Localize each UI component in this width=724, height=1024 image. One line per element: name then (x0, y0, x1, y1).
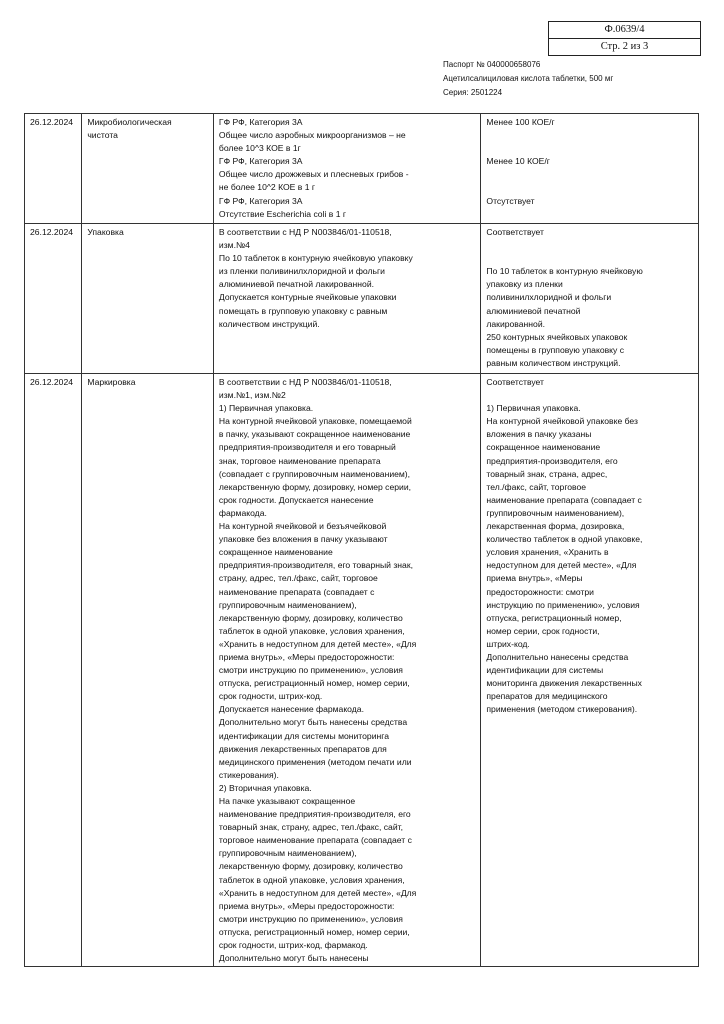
result-line: 250 контурных ячейковых упаковок (486, 331, 628, 342)
result-line (486, 239, 693, 252)
result-line: Соответствует (486, 377, 544, 387)
table-row (25, 114, 699, 224)
requirement-line: Допускается контурные ячейковые упаковки (218, 292, 397, 303)
requirement-line: срок годности. Допускается нанесение (218, 494, 374, 505)
requirement-line: товарный знак, страну, адрес, тел./факс, сайт, (218, 822, 404, 833)
result-line: На контурной ячейковой упаковке без (486, 416, 638, 427)
requirement-line: таблеток в одной упаковке, условия хранения, (218, 625, 405, 636)
requirement-line: ГФ РФ, Категория 3А (218, 195, 303, 206)
result-line: мониторинга движения лекарственных (486, 678, 642, 689)
date-cell (25, 224, 82, 374)
result-cell (481, 374, 699, 967)
requirement-line: лекарственную форму, дозировку, количество (218, 612, 403, 623)
requirement-line: торговое наименование препарата (совпадает с (218, 835, 412, 846)
indicator-name: Микробиологическая (87, 117, 172, 127)
indicator-cell (82, 114, 214, 224)
result-line: товарный знак, страна, адрес, (486, 468, 608, 479)
result-line (486, 168, 693, 181)
requirement-line: идентификации для системы мониторинга (218, 730, 389, 741)
result-line: наименование препарата (совпадает с (486, 494, 642, 505)
result-line: номер серии, срок годности, (486, 625, 600, 636)
requirement-line: (совпадает с группировочным наименованием), (218, 468, 411, 479)
requirement-line: знак, торговое наименование препарата (218, 455, 381, 466)
requirement-line: Дополнительно могут быть нанесены средства (218, 717, 408, 728)
test-date: 26.12.2024 (30, 377, 74, 387)
requirement-line: наименование препарата (совпадает с (218, 586, 375, 597)
requirement-line: медицинского применения (методом печати или (218, 756, 412, 767)
result-line: Дополнительно нанесены средства (486, 651, 629, 662)
result-line: применения (методом стикерования). (486, 704, 638, 715)
result-line: группировочным наименованием), (486, 507, 625, 518)
requirement-line: лекарственную форму, дозировку, номер серии, (218, 481, 412, 492)
indicator-name: чистота (87, 130, 118, 141)
requirement-line: Общее число аэробных микроорганизмов – не (218, 130, 406, 141)
requirement-line: предприятия-производителя, его товарный знак, (218, 560, 413, 571)
result-line (486, 129, 693, 142)
indicator-name: Упаковка (87, 227, 124, 237)
requirement-line: На пачке указывают сокращенное (218, 796, 356, 806)
requirement-line: страну, адрес, тел./факс, сайт, торговое (218, 573, 378, 584)
result-line: препаратов для медицинского (486, 691, 608, 702)
requirement-line: На контурной ячейковой упаковке, помещаемой (218, 416, 412, 427)
result-line: лекарственная форма, дозировка, (486, 521, 625, 532)
date-cell (25, 114, 82, 224)
requirement-line: ГФ РФ, Категория 3А (218, 117, 303, 127)
result-line (486, 181, 693, 194)
result-line: Отсутствует (486, 195, 535, 206)
requirement-line: наименование предприятия-производителя, его (218, 809, 411, 820)
requirement-cell (213, 224, 480, 374)
indicator-name: Маркировка (87, 377, 136, 387)
page-number: Стр. 2 из 3 (549, 38, 700, 55)
requirement-line: ГФ РФ, Категория 3А (218, 156, 303, 167)
requirement-line: смотри инструкцию по применению», условия (218, 665, 403, 676)
indicator-cell (82, 374, 214, 967)
result-line: Менее 100 КОЕ/г (486, 117, 555, 127)
result-line (486, 389, 693, 402)
result-line: Менее 10 КОЕ/г (486, 156, 550, 167)
requirement-line: в пачку, указывают сокращенное наименование (218, 429, 411, 440)
requirement-line: лекарственную форму, дозировку, количество (218, 861, 403, 872)
result-line: вложения в пачку указаны (486, 429, 592, 440)
requirement-line: В соответствии с НД Р N003846/01-110518, (218, 227, 392, 237)
requirement-line: На контурной ячейковой и безъячейковой (218, 521, 387, 532)
product-name: Ацетилсалициловая кислота таблетки, 500 мг (443, 74, 614, 83)
requirement-line: фармакода. (218, 507, 267, 518)
form-code-box (548, 21, 701, 56)
table-row (25, 374, 699, 967)
result-line: упаковку из пленки (486, 279, 563, 290)
requirement-line: «Хранить в недоступном для детей месте», «Для (218, 887, 417, 898)
result-line: По 10 таблеток в контурную ячейковую (486, 266, 643, 277)
result-line: инструкцию по применению», условия (486, 599, 640, 610)
requirement-line: стикерования). (218, 769, 279, 780)
table-row (25, 224, 699, 374)
indicator-cell (82, 224, 214, 374)
requirement-line: приема внутрь», «Меры предосторожности: (218, 651, 395, 662)
requirement-line: отпуска, регистрационный номер, номер серии, (218, 926, 410, 937)
result-line: количество таблеток в одной упаковке, (486, 534, 643, 545)
requirement-line: таблеток в одной упаковке, условия хранения, (218, 874, 405, 885)
requirement-line: изм.№4 (218, 240, 250, 251)
requirement-line: отпуска, регистрационный номер, номер серии, (218, 678, 410, 689)
requirement-line: движения лекарственных препаратов для (218, 743, 387, 754)
form-code: Ф.0639/4 (604, 24, 645, 35)
passport-header (443, 58, 613, 100)
requirement-line: предприятия-производителя и его товарный (218, 442, 396, 453)
requirement-line: 2) Вторичная упаковка. (218, 782, 312, 793)
requirement-line: Отсутствие Escherichia coli в 1 г (218, 208, 346, 219)
batch-number: Серия: 2501224 (443, 88, 503, 97)
result-line: штрих-код. (486, 638, 530, 649)
requirement-line: Общее число дрожжевых и плесневых грибов - (218, 169, 409, 180)
result-line: отпуска, регистрационный номер, (486, 612, 622, 623)
requirement-line: смотри инструкцию по применению», условия (218, 913, 403, 924)
result-line: недоступном для детей месте», «Для (486, 560, 637, 571)
result-line (486, 252, 693, 265)
requirement-line: группировочным наименованием), (218, 848, 357, 859)
requirement-line: не более 10^2 КОЕ в 1 г (218, 182, 316, 193)
result-line: тел./факс, сайт, торговое (486, 481, 587, 492)
requirement-line: Допускается нанесение фармакода. (218, 704, 364, 715)
date-cell (25, 374, 82, 967)
result-line: 1) Первичная упаковка. (486, 403, 581, 414)
requirement-line: срок годности, штрих-код. (218, 691, 323, 702)
requirement-line: помещать в групповую упаковку с равным (218, 305, 388, 316)
result-cell (481, 224, 699, 374)
requirement-line: приема внутрь», «Меры предосторожности: (218, 900, 395, 911)
requirement-line: изм.№1, изм.№2 (218, 390, 286, 401)
requirement-line: 1) Первичная упаковка. (218, 403, 314, 414)
requirement-line: упаковке без вложения в пачку указывают (218, 534, 388, 545)
requirement-line: группировочным наименованием), (218, 599, 357, 610)
result-cell (481, 114, 699, 224)
result-line: помещены в групповую упаковку с (486, 344, 625, 355)
result-line: Соответствует (486, 227, 544, 237)
requirement-line: По 10 таблеток в контурную ячейковую упаковку (218, 253, 413, 264)
requirement-line: Дополнительно могут быть нанесены (218, 953, 369, 964)
result-line: поливинилхлоридной и фольги (486, 292, 612, 303)
result-line (486, 142, 693, 155)
requirement-line: из пленки поливинилхлоридной и фольги (218, 266, 385, 277)
requirement-cell (213, 374, 480, 967)
test-results-table (24, 113, 699, 967)
result-line: приема внутрь», «Меры (486, 573, 583, 584)
table-body (25, 114, 699, 967)
requirement-line: количеством инструкций. (218, 318, 320, 329)
test-date: 26.12.2024 (30, 117, 74, 127)
requirement-line: алюминиевой печатной лакированной. (218, 279, 375, 290)
result-line: идентификации для системы (486, 665, 604, 676)
test-date: 26.12.2024 (30, 227, 74, 237)
passport-number: Паспорт № 040000658076 (443, 60, 541, 69)
requirement-line: В соответствии с НД Р N003846/01-110518, (218, 377, 392, 387)
result-line: условия хранения, «Хранить в (486, 547, 609, 558)
requirement-line: «Хранить в недоступном для детей месте», «Для (218, 638, 417, 649)
result-line: лакированной. (486, 318, 546, 329)
result-line: равным количеством инструкций. (486, 357, 621, 368)
result-line: алюминиевой печатной (486, 305, 581, 316)
requirement-line: более 10^3 КОЕ в 1г (218, 143, 301, 154)
result-line: предосторожности: смотри (486, 586, 594, 597)
requirement-cell (213, 114, 480, 224)
requirement-line: сокращенное наименование (218, 547, 333, 558)
requirement-line: срок годности, штрих-код, фармакод. (218, 940, 368, 951)
result-line: сокращенное наименование (486, 442, 601, 453)
result-line: предприятия-производителя, его (486, 455, 618, 466)
